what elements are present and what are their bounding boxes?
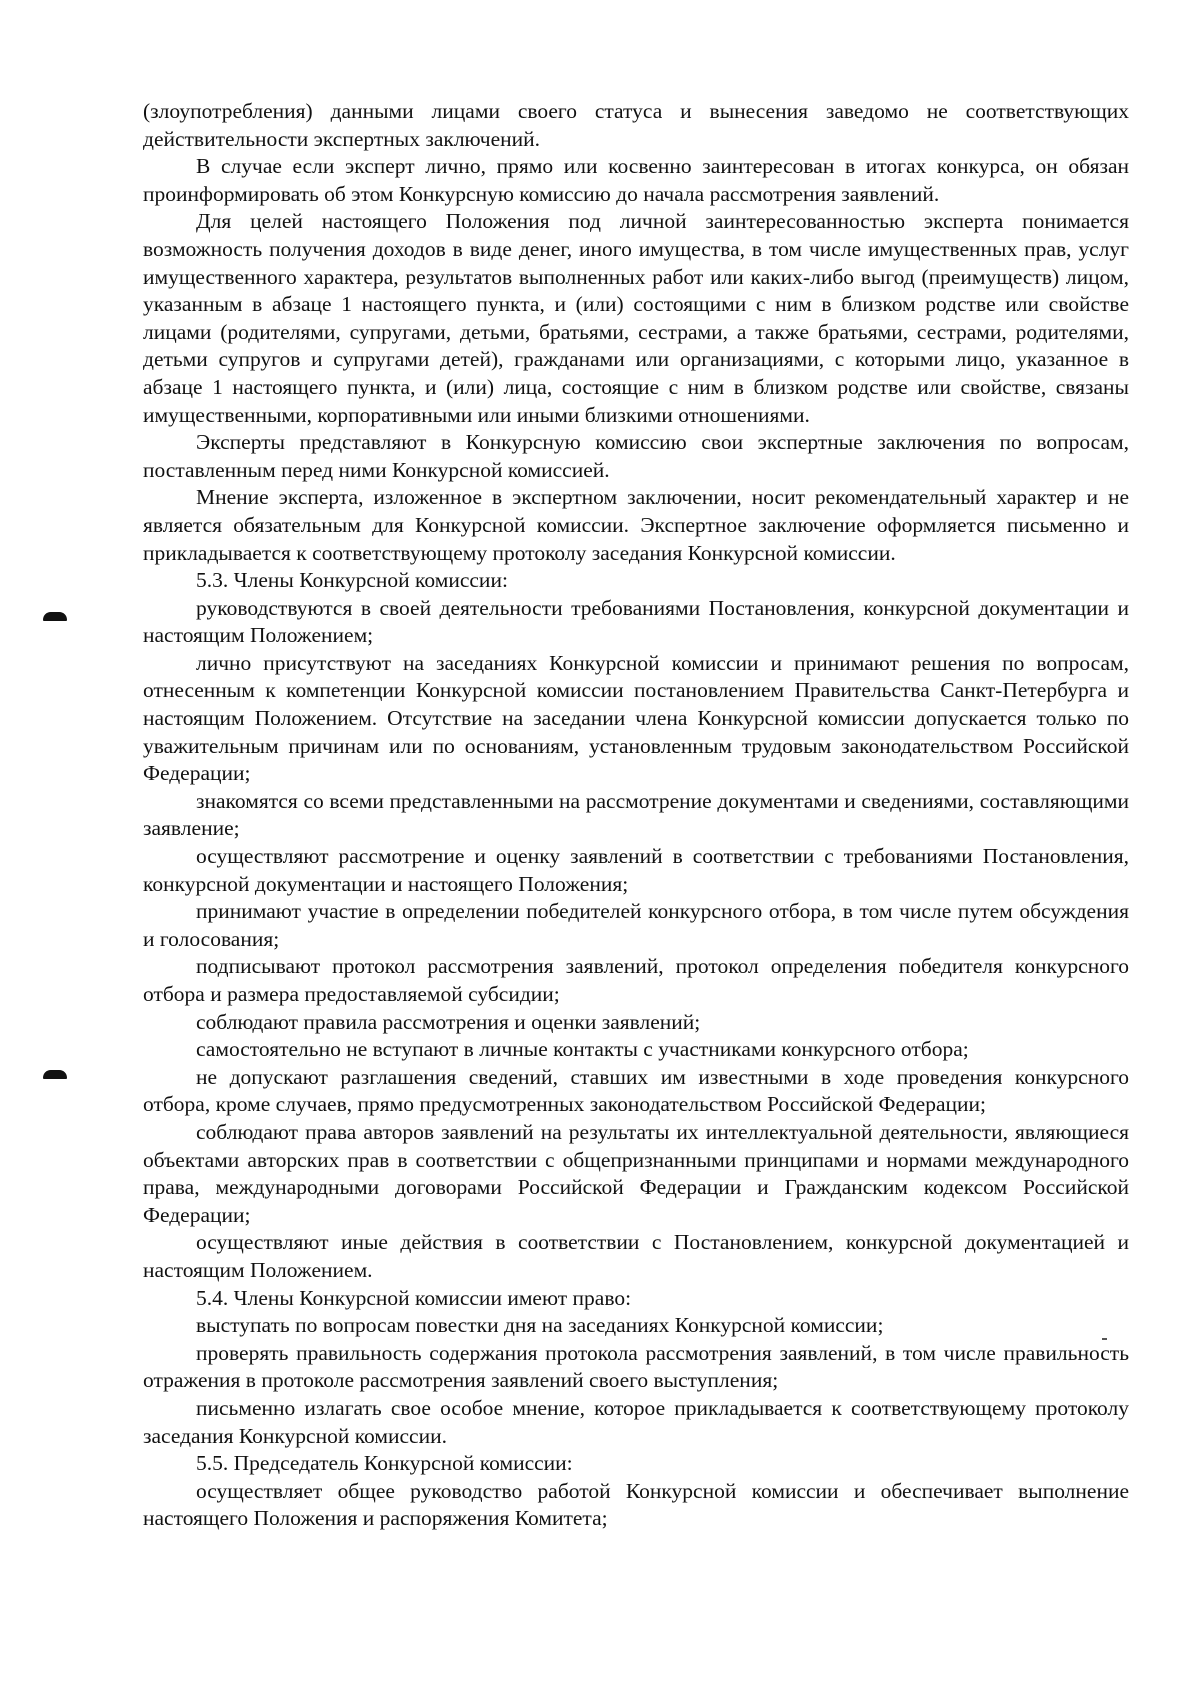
section-heading-5-4: 5.4. Члены Конкурсной комиссии имеют право: [196,1285,632,1310]
paragraph: Для целей настоящего Положения под личной заинтересованностью эксперта понимается возможность получения доходов в виде денег, иного имущества, в том числе имущественных прав, услуг имущественного характера, результатов выполненных работ или каких-либо выгод (преимуществ) лицом, указанным в абзаце 1 настоящего пункта, и (или) состоящими с ним в близком родстве или свойстве лицами (родителями, супругами, детьми, братьями, сестрами, а также братьями, сестрами, родителями, детьми супругов и супругами детей), гражданами или организациями, с которыми лицо, указанное в абзаце 1 настоящего пункта, и (или) лица, состоящие с ним в близком родстве или свойстве, связаны имущественными, корпоративными или иными близкими отношениями. [143,209,1129,427]
list-item: руководствуются в своей деятельности требованиями Постановления, конкурсной документации и настоящим Положением; [143,595,1129,648]
section-heading-5-5: 5.5. Председатель Конкурсной комиссии: [196,1451,573,1476]
paragraph: Эксперты представляют в Конкурсную комиссию свои экспертные заключения по вопросам, поставленным перед ними Конкурсной комиссией. [143,430,1129,482]
paragraph: (злоупотребления) данными лицами своего статуса и вынесения заведомо не соответствующих действительности экспертных заключений. [143,99,1129,151]
list-item: подписывают протокол рассмотрения заявлений, протокол определения победителя конкурсного отбора и размера предоставляемой субсидии; [143,954,1129,1006]
paragraph: В случае если эксперт лично, прямо или косвенно заинтересован в итогах конкурса, он обязан проинформировать об этом Конкурсную комиссию до начала рассмотрения заявлений. [143,154,1129,206]
list-item: осуществляют рассмотрение и оценку заявлений в соответствии с требованиями Постановления, конкурсной документации и настоящего Положения; [143,844,1129,896]
scan-speck [1102,1338,1107,1340]
list-item: соблюдают права авторов заявлений на результаты их интеллектуальной деятельности, являющиеся объектами авторских прав в соответствии с общепризнанными принципами и нормами международного права, международными договорами Российской Федерации и Гражданским кодексом Российской Федерации; [143,1119,1129,1227]
list-item: осуществляет общее руководство работой Конкурсной комиссии и обеспечивает выполнение настоящего Положения и распоряжения Комитета; [143,1478,1129,1531]
hole-punch-mark [43,1070,67,1079]
document-page [143,98,1129,1533]
section-heading-5-3: 5.3. Члены Конкурсной комиссии: [196,568,508,593]
list-item: выступать по вопросам повестки дня на заседаниях Конкурсной комиссии; [196,1313,884,1338]
paragraph: Мнение эксперта, изложенное в экспертном заключении, носит рекомендательный характер и не является обязательным для Конкурсной комиссии. Экспертное заключение оформляется письменно и прикладывается к соответствующему протоколу заседания Конкурсной комиссии. [143,485,1129,565]
list-item: принимают участие в определении победителей конкурсного отбора, в том числе путем обсуждения и голосования; [143,899,1129,951]
list-item: самостоятельно не вступают в личные контакты с участниками конкурсного отбора; [196,1037,969,1062]
hole-punch-mark [43,612,67,621]
list-item: осуществляют иные действия в соответствии с Постановлением, конкурсной документацией и настоящим Положением. [143,1230,1129,1282]
list-item: не допускают разглашения сведений, ставших им известными в ходе проведения конкурсного отбора, кроме случаев, прямо предусмотренных законодательством Российской Федерации; [143,1064,1129,1117]
list-item: лично присутствуют на заседаниях Конкурсной комиссии и принимают решения по вопросам, отнесенным к компетенции Конкурсной комиссии постановлением Правительства Санкт-Петербурга и настоящим Положением. Отсутствие на заседании члена Конкурсной комиссии допускается только по уважительным причинам или по основаниям, установленным трудовым законодательством Российской Федерации; [143,650,1129,786]
list-item: соблюдают правила рассмотрения и оценки заявлений; [196,1009,701,1034]
list-item: проверять правильность содержания протокола рассмотрения заявлений, в том числе правильность отражения в протоколе рассмотрения заявлений своего выступления; [143,1340,1129,1393]
list-item: знакомятся со всеми представленными на рассмотрение документами и сведениями, составляющими заявление; [143,788,1129,841]
list-item: письменно излагать свое особое мнение, которое прикладывается к соответствующему протоколу заседания Конкурсной комиссии. [143,1395,1129,1448]
